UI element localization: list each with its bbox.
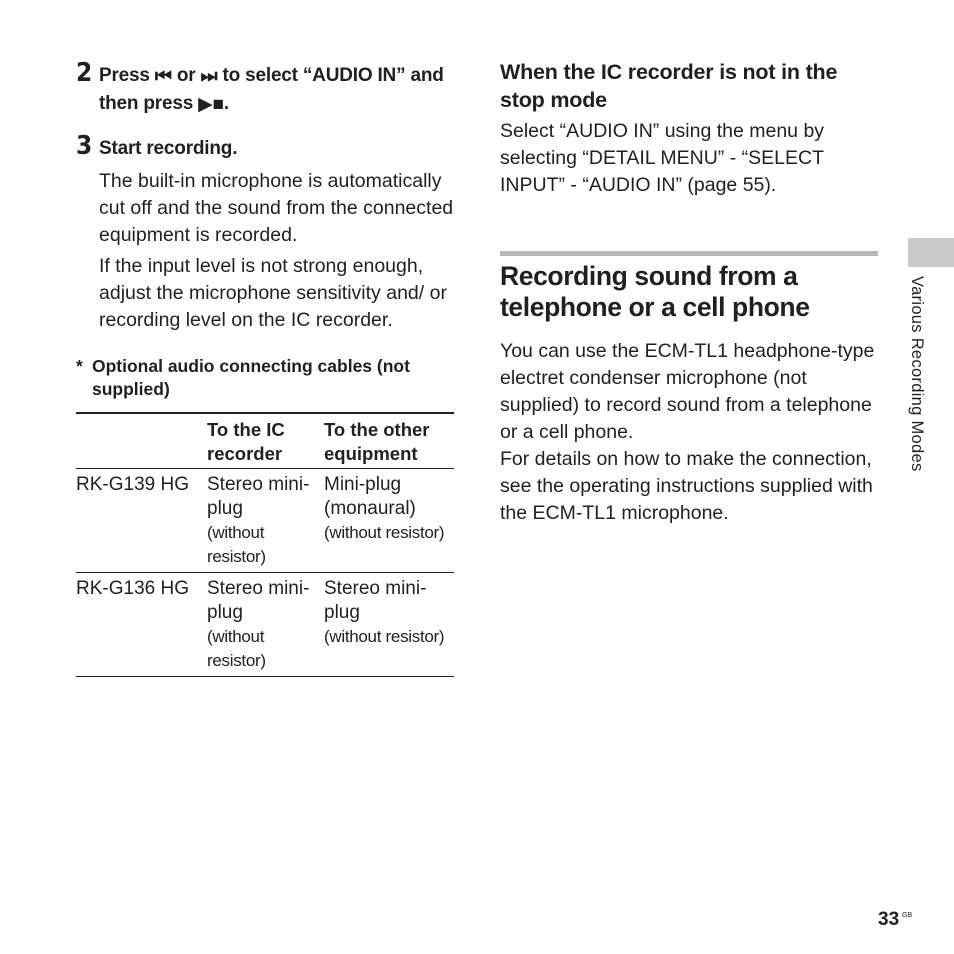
step-2-text-end: . xyxy=(223,93,229,114)
cell-ic-recorder xyxy=(207,469,324,573)
cell-other-note: (without resistor) xyxy=(324,627,445,646)
cell-other-plug: Stereo mini-plug xyxy=(324,578,427,623)
step-3-title: Start recording. xyxy=(99,138,238,159)
left-column xyxy=(76,58,456,677)
telephone-paragraph-1: You can use the ECM-TL1 headphone-type electret condenser microphone (not supplied) to record sound from a telephone or a cell phone. xyxy=(500,340,875,443)
step-3-paragraph-2: If the input level is not strong enough, adjust the microphone sensitivity and/ or recording level on the IC recorder. xyxy=(99,255,447,331)
table-row xyxy=(76,573,454,677)
cell-other-equipment xyxy=(324,573,454,677)
step-2-text-press: Press xyxy=(99,65,155,86)
right-column xyxy=(500,58,880,527)
step-2-number: 2 xyxy=(76,58,92,88)
step-2-text-select: to select “AUDIO IN” and then press xyxy=(99,65,444,114)
header-model xyxy=(76,413,207,469)
step-2-text-or: or xyxy=(171,65,201,86)
previous-track-icon: ⏮ xyxy=(154,66,172,87)
table-header-row xyxy=(76,413,454,469)
cell-other-note: (without resistor) xyxy=(324,523,445,542)
chapter-tab-marker xyxy=(908,238,954,267)
page-number: 33 xyxy=(878,909,900,930)
cables-table xyxy=(76,412,454,677)
cell-model: RK-G139 HG xyxy=(76,469,207,573)
cell-ic-note: (without resistor) xyxy=(207,627,266,670)
step-2-title xyxy=(99,62,456,118)
section-divider xyxy=(500,251,878,256)
header-other-equipment: To the other equipment xyxy=(324,413,454,469)
play-stop-icon: ▶■ xyxy=(198,94,224,115)
header-ic-recorder: To the IC recorder xyxy=(207,413,324,469)
chapter-side-label: Various Recording Modes xyxy=(908,276,926,472)
telephone-paragraph-2: For details on how to make the connection, see the operating instructions supplied with the ECM-TL1 microphone. xyxy=(500,448,873,524)
cables-note xyxy=(76,355,456,401)
note-asterisk: * xyxy=(76,356,83,376)
cell-ic-plug: Stereo mini-plug xyxy=(207,474,310,519)
note-text: Optional audio connecting cables (not supplied) xyxy=(92,356,410,399)
step-3-number: 3 xyxy=(76,131,92,161)
cell-ic-plug: Stereo mini-plug xyxy=(207,578,310,623)
cell-ic-note: (without resistor) xyxy=(207,523,266,566)
step-3-body xyxy=(99,168,456,334)
step-3 xyxy=(76,131,456,334)
stop-mode-text: Select “AUDIO IN” using the menu by selecting “DETAIL MENU” - “SELECT INPUT” - “AUDIO IN” (page 55). xyxy=(500,120,825,196)
step-3-paragraph-1: The built-in microphone is automatically cut off and the sound from the connected equipment is recorded. xyxy=(99,170,454,246)
next-track-icon: ⏭ xyxy=(200,66,218,87)
cell-other-equipment xyxy=(324,469,454,573)
cell-other-plug: Mini-plug (monaural) xyxy=(324,474,416,519)
cell-ic-recorder xyxy=(207,573,324,677)
telephone-section-heading: Recording sound from a telephone or a cell phone xyxy=(500,261,810,322)
cell-model: RK-G136 HG xyxy=(76,573,207,677)
stop-mode-heading: When the IC recorder is not in the stop mode xyxy=(500,60,838,112)
step-2 xyxy=(76,58,456,118)
page-region-suffix: GB xyxy=(902,912,913,919)
table-row xyxy=(76,469,454,573)
